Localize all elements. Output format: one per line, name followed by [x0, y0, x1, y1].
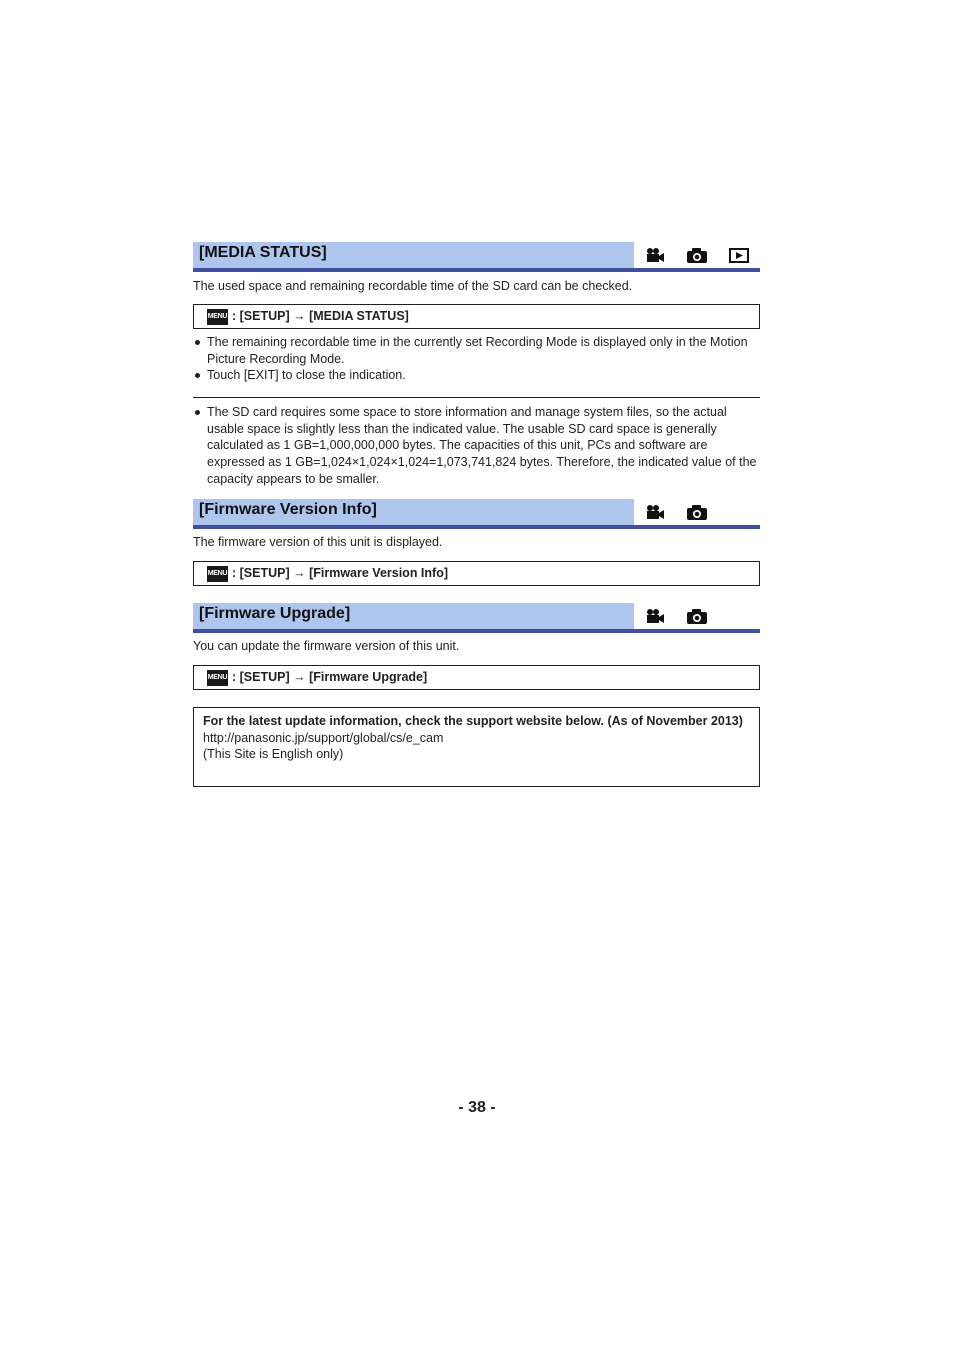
bullet-icon: [195, 410, 200, 415]
firmware-version-description: The firmware version of this unit is displayed.: [193, 535, 443, 549]
section-header-firmware-upgrade: [193, 603, 760, 633]
menu-path-box-media-status: [193, 304, 760, 329]
list-item: The SD card requires some space to store information and manage system files, so the actual usable space is slightly less than the indicated value. The usable SD card space is generally calculated as 1 GB=1,000,000,000 bytes. The capacities of this unit, PCs and software are expressed as 1 GB=1,024×1,024×1,024=1,073,741,824 bytes. Therefore, the indicated value of the capacity appears to be smaller.: [193, 404, 760, 488]
media-status-note-list: [193, 404, 760, 488]
support-site-note: (This Site is English only): [203, 747, 344, 762]
motion-picture-icon: [645, 247, 665, 264]
bullet-icon: [195, 340, 200, 345]
menu-path: : [SETUP] → [Firmware Version Info]: [232, 566, 448, 580]
menu-icon: MENU: [207, 670, 228, 686]
still-camera-icon: [686, 247, 706, 264]
section-header-media-status: [193, 242, 760, 272]
playback-icon: [729, 247, 749, 264]
motion-picture-icon: [645, 608, 665, 625]
menu-path-box-firmware-upgrade: [193, 665, 760, 690]
media-status-bullet-list: [193, 334, 760, 384]
bullet-icon: [195, 373, 200, 378]
motion-picture-icon: [645, 504, 665, 521]
section-title: [Firmware Version Info]: [199, 501, 377, 518]
support-info-heading: For the latest update information, check the support website below. (As of November 2013): [203, 714, 743, 728]
support-info-box: [193, 707, 760, 787]
menu-path: : [SETUP] → [MEDIA STATUS]: [232, 309, 409, 323]
firmware-upgrade-description: You can update the firmware version of this unit.: [193, 639, 460, 653]
menu-path-box-firmware-version: [193, 561, 760, 586]
page-number: - 38 -: [458, 1099, 496, 1116]
divider: [193, 397, 760, 398]
menu-icon: MENU: [207, 566, 228, 582]
menu-icon: MENU: [207, 309, 228, 325]
support-url-link[interactable]: http://panasonic.jp/support/global/cs/e_cam: [203, 730, 444, 745]
media-status-description: The used space and remaining recordable time of the SD card can be checked.: [193, 279, 633, 293]
section-title: [Firmware Upgrade]: [199, 605, 351, 622]
menu-path: : [SETUP] → [Firmware Upgrade]: [232, 670, 428, 684]
still-camera-icon: [686, 608, 706, 625]
section-title: [MEDIA STATUS]: [199, 244, 327, 261]
list-item: The remaining recordable time in the currently set Recording Mode is displayed only in the Motion Picture Recording Mode.: [193, 334, 760, 367]
list-item: Touch [EXIT] to close the indication.: [193, 367, 760, 384]
section-header-firmware-version: [193, 499, 760, 529]
still-camera-icon: [686, 504, 706, 521]
